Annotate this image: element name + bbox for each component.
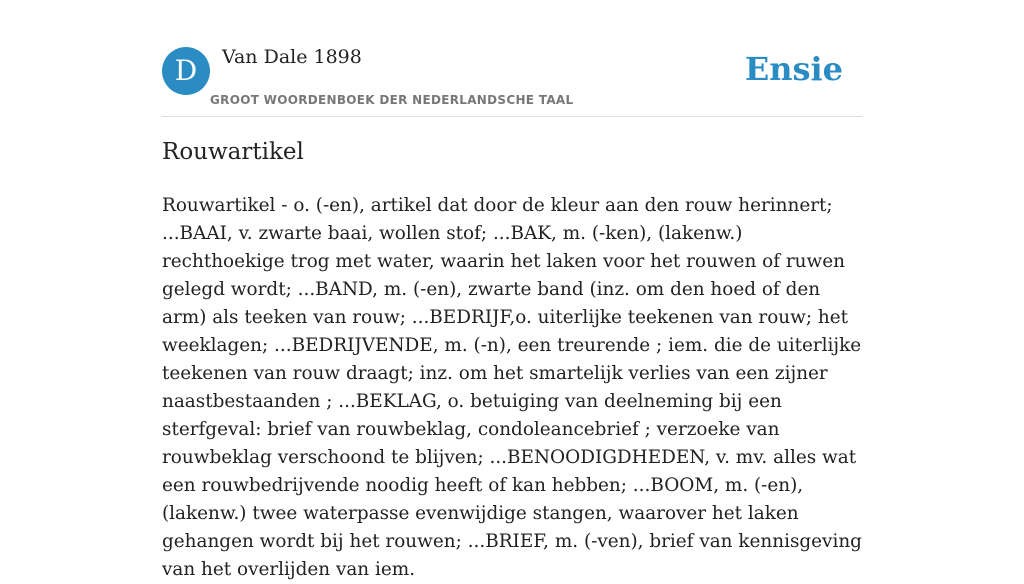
- entry-body: Rouwartikel - o. (-en), artikel dat door de kleur aan den rouw herinnert; ...BAAI, v. zwarte baai, wollen stof; ...BAK, m. (-ken), (lakenw.) rechthoekige trog met water, waarin het laken voor het rouwen of ruwen gelegd wordt; ...BAND, m. (-en), zwarte band (inz. om den hoed of den arm) als teeken van rouw; ...BEDRIJF,o. uiterlijke teekenen van rouw; het weeklagen; ...BEDRIJVENDE, m. (-n), een treurende ; iem. die de uiterlijke teekenen van rouw draagt; inz. om het smartelijk verlies van een zijner naastbestaanden ; ...BEKLAG, o. betuiging van deelneming bij een sterfgeval: brief van rouwbeklag, condoleancebrief ; verzoeke van rouwbeklag verschoond te blijven; ...BENOODIGDHEDEN, v. mv. alles wat een rouwbedrijvende noodig heeft of kan hebben; ...BOOM, m. (-en), (lakenw.) twee waterpasse evenwijdige stangen, waarover het laken gehangen wordt bij het rouwen; ...BRIEF, m. (-ven), brief van kennisgeving van het overlijden van iem.: [162, 195, 862, 580]
- source-avatar[interactable]: D: [162, 47, 210, 95]
- source-subtitle: GROOT WOORDENBOEK DER NEDERLANDSCHE TAAL: [210, 93, 574, 107]
- ensie-logo[interactable]: Ensie: [744, 50, 843, 88]
- source-header: [162, 40, 862, 117]
- entry-title: Rouwartikel: [162, 139, 304, 165]
- source-title[interactable]: Van Dale 1898: [222, 46, 362, 68]
